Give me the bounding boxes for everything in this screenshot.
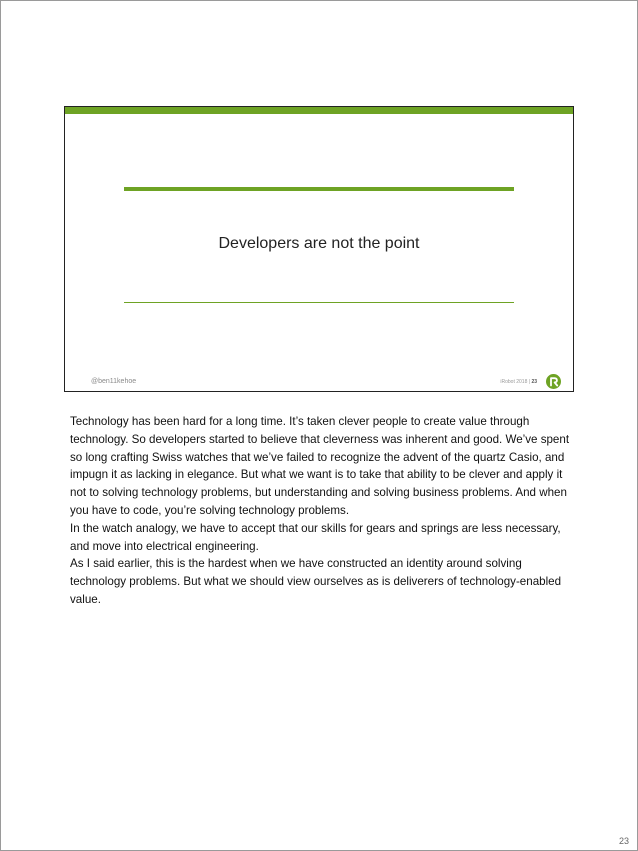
- slide-title-rule-top: [124, 187, 514, 191]
- slide-number: 23: [531, 379, 537, 385]
- notes-paragraph: As I said earlier, this is the hardest when we have constructed an identity around solving technology problems. But what we should view ourselves as is deliverers of technology-enabled value.: [70, 557, 562, 606]
- slide-footer-label: [500, 379, 537, 385]
- irobot-r-logo-icon: [546, 374, 561, 389]
- slide-title-rule-bottom: [124, 302, 514, 303]
- notes-paragraph: Technology has been hard for a long time. It’s taken clever people to create value through technology. So developers started to believe that cleverness was inherent and good. We’ve spent so long crafting Swiss watches that we’ve failed to recognize the advent of the quartz Casio, and impugn it as lacking in elegance. But what we want is to take that ability to be clever and apply it not to solving technology problems, but understanding and solving business problems. And when you have to code, you’re solving technology problems.: [70, 415, 570, 517]
- slide-thumbnail: [64, 106, 574, 392]
- slide-event-label: iRobot 2018 |: [500, 379, 531, 385]
- slide-author-handle: @ben11kehoe: [91, 378, 137, 385]
- notes-paragraph: In the watch analogy, we have to accept that our skills for gears and springs are less necessary, and move into electrical engineering.: [70, 521, 561, 553]
- page-number: 23: [618, 836, 629, 846]
- speaker-notes: [70, 413, 570, 609]
- slide-title: Developers are not the point: [218, 235, 420, 252]
- slide-top-accent-bar: [65, 107, 573, 114]
